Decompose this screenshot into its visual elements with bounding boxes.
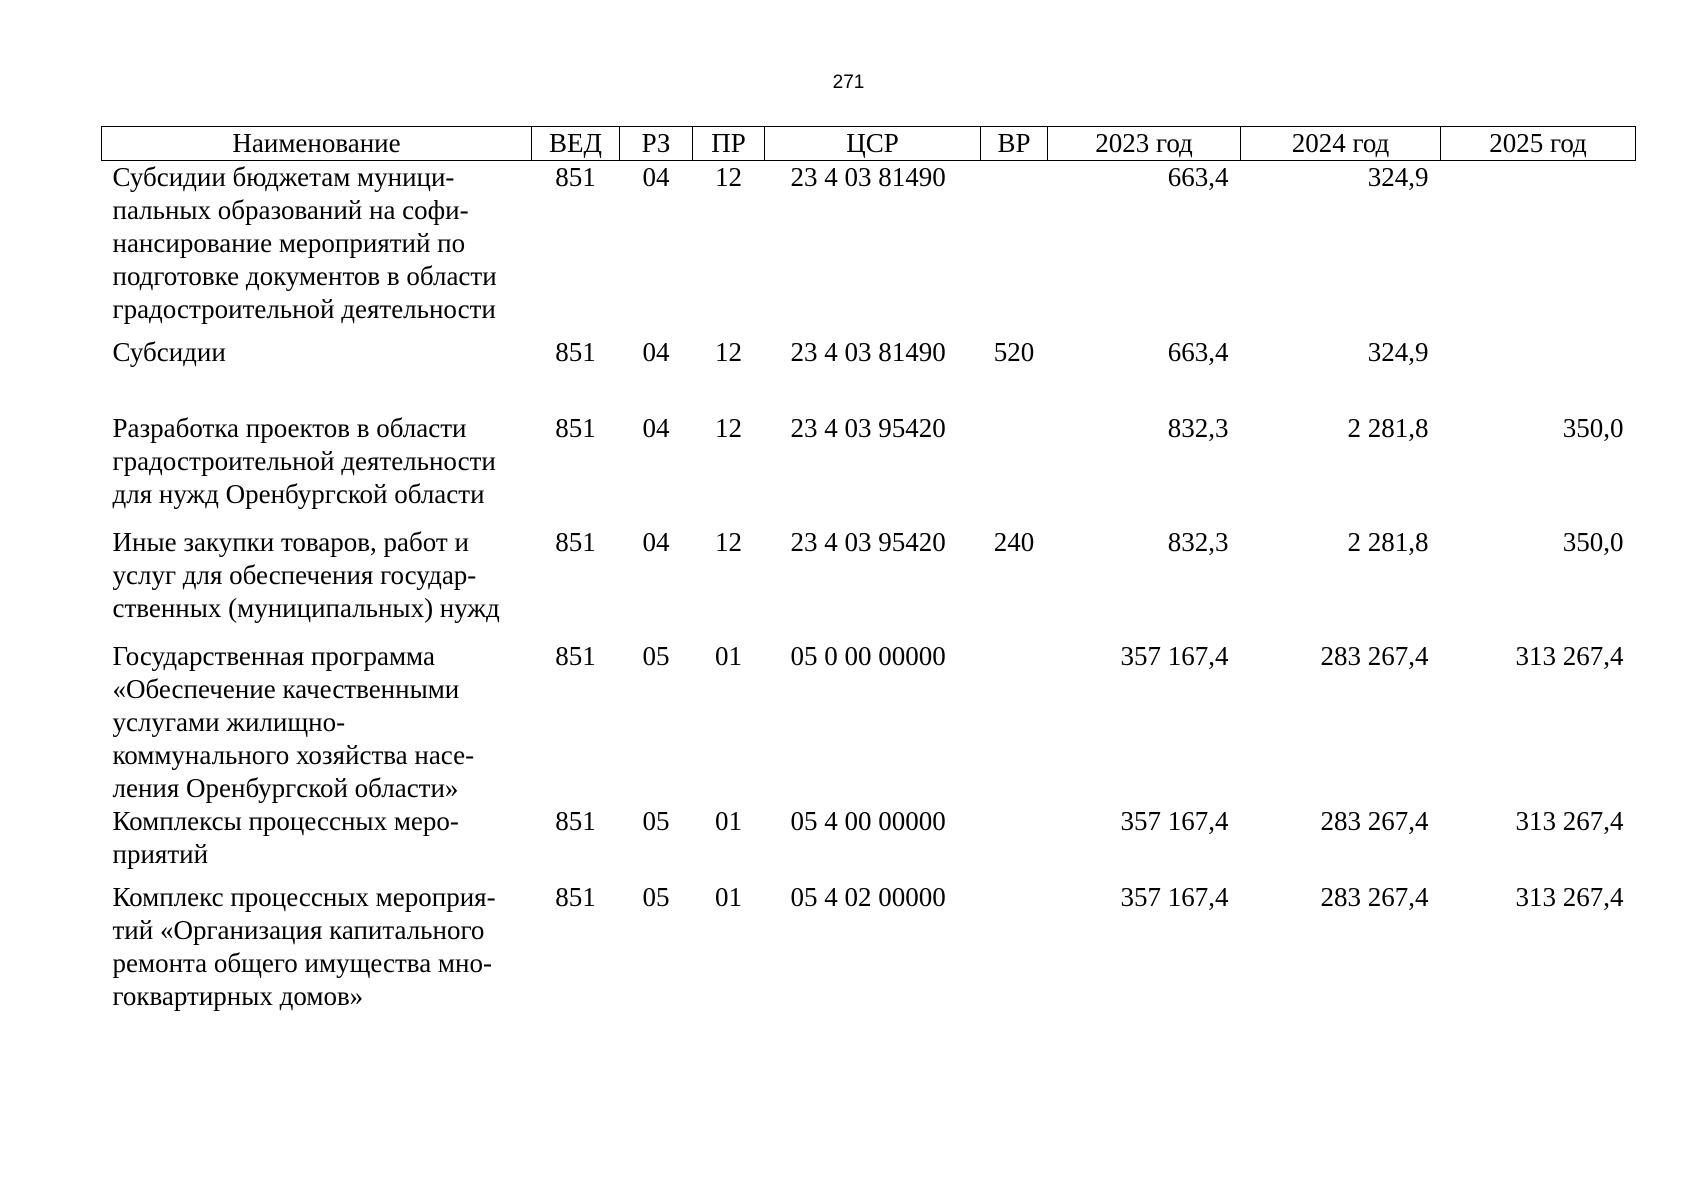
row-name-line: подготовке документов в области [112,261,497,291]
column-header-name: Наименование [102,127,532,161]
row-value-2025: 350,0 [1562,526,1624,557]
row-name-line: нансирование мероприятий по [112,228,466,258]
row-value-2024: 283 267,4 [1320,805,1429,836]
row-value-2023: 663,4 [1167,336,1229,367]
row-name-line: приятий [112,838,209,869]
row-csr: 05 0 00 00000 [790,640,946,671]
row-name-line: Субсидии бюджетам муници- [112,162,455,192]
row-pr: 12 [715,412,742,443]
table-row [102,336,1636,412]
row-pr: 01 [715,881,742,912]
row-ved: 851 [555,805,596,836]
row-value-2025: 313 267,4 [1515,640,1624,671]
table-row [102,805,1636,881]
row-name-line: ления Оренбургской области» [112,772,459,803]
row-rz: 05 [642,640,670,671]
row-pr: 01 [715,805,742,836]
row-value-2024: 324,9 [1367,162,1429,192]
row-name [102,881,532,1021]
row-value-2025: 350,0 [1562,412,1624,443]
row-rz: 05 [642,881,670,912]
row-vr [981,805,1048,881]
column-header-2024: 2024 год [1241,127,1441,161]
row-value-2025 [1441,161,1636,336]
row-name-line: «Обеспечение качественными [112,673,460,704]
table-row [102,412,1636,526]
row-name [102,805,532,881]
row-vr [981,412,1048,526]
row-value-2025: 313 267,4 [1515,805,1624,836]
row-value-2024: 283 267,4 [1320,881,1429,912]
row-name-line: тий «Организация капитального [112,914,485,945]
row-pr: 12 [715,162,742,192]
row-name [102,640,532,805]
column-header-ved: ВЕД [532,127,620,161]
row-name-line: Разработка проектов в области [112,412,467,443]
row-name-line: градостроительной деятельности [112,445,496,476]
row-ved: 851 [555,162,596,192]
row-name-line: Иные закупки товаров, работ и [112,526,469,557]
row-csr: 05 4 00 00000 [790,805,946,836]
row-csr: 23 4 03 95420 [790,412,946,443]
row-value-2024: 283 267,4 [1320,640,1429,671]
row-name-line: услугами жилищно- [112,706,346,737]
row-ved: 851 [555,336,596,367]
row-value-2023: 357 167,4 [1120,805,1229,836]
row-name [102,336,532,412]
table-row [102,526,1636,640]
row-rz: 04 [642,336,670,367]
row-name-line: Государственная программа [112,640,435,671]
row-value-2023: 832,3 [1167,526,1229,557]
row-ved: 851 [555,881,596,912]
row-value-2024: 324,9 [1367,336,1429,367]
row-value-2023: 832,3 [1167,412,1229,443]
column-header-vr: ВР [981,127,1048,161]
row-rz: 05 [642,805,670,836]
row-rz: 04 [642,526,670,557]
row-name-line: Субсидии [112,336,226,367]
row-name-line: Комплекс процессных мероприя- [112,881,496,912]
row-value-2024: 2 281,8 [1347,412,1429,443]
column-header-rz: РЗ [620,127,693,161]
row-csr: 23 4 03 81490 [790,162,946,192]
row-name-line: гоквартирных домов» [112,980,364,1011]
row-vr: 520 [993,336,1035,367]
row-name [102,161,532,336]
row-name [102,526,532,640]
row-csr: 05 4 02 00000 [790,881,946,912]
row-value-2023: 357 167,4 [1120,640,1229,671]
row-vr [981,881,1048,1021]
row-rz: 04 [642,162,670,192]
row-ved: 851 [555,526,596,557]
table-row [102,640,1636,805]
row-value-2023: 663,4 [1167,162,1229,192]
row-name-line: услуг для обеспечения государ- [112,559,477,590]
row-vr [981,161,1048,336]
row-name-line: коммунального хозяйства насе- [112,739,475,770]
row-vr [981,640,1048,805]
row-name-line: Комплексы процессных меро- [112,805,459,836]
column-header-csr: ЦСР [765,127,981,161]
row-name-line: для нужд Оренбургской области [112,478,485,509]
table-row [102,881,1636,1021]
budget-table [101,126,1636,1021]
row-name-line: пальных образований на софи- [112,195,469,225]
row-ved: 851 [555,412,596,443]
row-value-2024: 2 281,8 [1347,526,1429,557]
column-header-pr: ПР [693,127,765,161]
row-vr: 240 [993,526,1035,557]
row-rz: 04 [642,412,670,443]
row-value-2025 [1441,336,1636,412]
row-ved: 851 [555,640,596,671]
row-csr: 23 4 03 95420 [790,526,946,557]
row-name-line: ремонта общего имущества мно- [112,947,492,978]
page-number: 271 [832,72,865,93]
row-name [102,412,532,526]
row-value-2025: 313 267,4 [1515,881,1624,912]
table-header-row [102,127,1636,161]
column-header-2023: 2023 год [1048,127,1241,161]
row-value-2023: 357 167,4 [1120,881,1229,912]
row-name-line: градостроительной деятельности [112,294,496,324]
row-pr: 01 [715,640,742,671]
row-pr: 12 [715,336,742,367]
table-row [102,161,1636,336]
row-pr: 12 [715,526,742,557]
row-csr: 23 4 03 81490 [790,336,946,367]
column-header-2025: 2025 год [1441,127,1636,161]
row-name-line: ственных (муниципальных) нужд [112,592,500,623]
